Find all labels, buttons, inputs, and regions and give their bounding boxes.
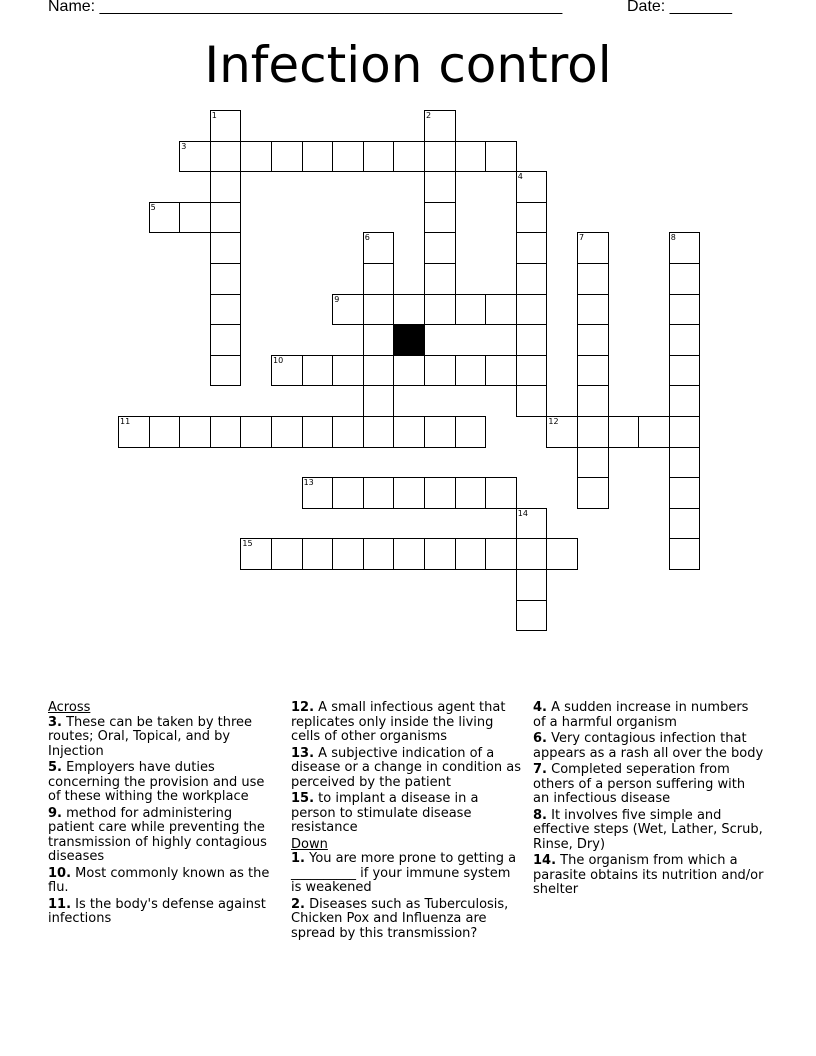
- crossword-cell[interactable]: [424, 538, 456, 570]
- crossword-cell[interactable]: [608, 416, 640, 448]
- clues-column-3: [533, 701, 765, 900]
- crossword-cell[interactable]: [393, 141, 425, 173]
- date-field-line[interactable]: Date: _______: [627, 0, 732, 15]
- clue-number-label: 2: [426, 111, 432, 120]
- clue-number-label: 3: [181, 141, 187, 151]
- crossword-cell[interactable]: [669, 385, 701, 417]
- clue-item: 15. to implant a disease in a person to stimulate disease resistance: [291, 791, 479, 835]
- crossword-cell[interactable]: [363, 141, 395, 173]
- clue-item: 1. You are more prone to getting a __________ if your immune system is weakened: [291, 851, 517, 895]
- crossword-cell[interactable]: [455, 477, 487, 509]
- crossword-cell[interactable]: [516, 171, 548, 203]
- clue-number-label: 9: [334, 294, 340, 304]
- crossword-cell[interactable]: [210, 110, 242, 142]
- crossword-cell[interactable]: [302, 355, 334, 387]
- crossword-cell[interactable]: [516, 385, 548, 417]
- crossword-cell[interactable]: [210, 202, 242, 234]
- clue-number: 2.: [291, 896, 305, 912]
- crossword-cell[interactable]: [424, 294, 456, 326]
- clue-item: 11. Is the body's defense against infections: [48, 896, 266, 926]
- crossword-cell[interactable]: [485, 141, 517, 173]
- clue-number: 9.: [48, 805, 62, 821]
- crossword-cell[interactable]: [424, 141, 456, 173]
- clue-section-heading: Across: [48, 700, 91, 715]
- crossword-cell[interactable]: [363, 416, 395, 448]
- crossword-cell[interactable]: [577, 416, 609, 448]
- crossword-cell[interactable]: [577, 447, 609, 479]
- clue-item: 6. Very contagious infection that appears as a rash all over the body: [533, 731, 764, 761]
- crossword-cell[interactable]: [546, 416, 578, 448]
- crossword-cell[interactable]: [455, 294, 487, 326]
- clues-column-2: [291, 701, 523, 943]
- crossword-cell[interactable]: [669, 263, 701, 295]
- clue-number-label: 8: [670, 233, 676, 243]
- clue-number-label: 13: [303, 478, 314, 488]
- crossword-cell[interactable]: [424, 202, 456, 234]
- crossword-cell[interactable]: [271, 141, 303, 173]
- crossword-cell[interactable]: [210, 416, 242, 448]
- crossword-cell[interactable]: [240, 538, 272, 570]
- clue-number-label: 7: [579, 233, 585, 243]
- crossword-cell[interactable]: [424, 110, 456, 142]
- crossword-cell[interactable]: [363, 385, 395, 417]
- clue-section-heading: Down: [291, 836, 328, 852]
- crossword-cell[interactable]: [363, 263, 395, 295]
- crossword-cell[interactable]: [669, 447, 701, 479]
- crossword-cell[interactable]: [516, 232, 548, 264]
- clue-item: 4. A sudden increase in numbers of a harmful organism: [533, 700, 749, 730]
- crossword-cell[interactable]: [271, 416, 303, 448]
- clue-number: 7.: [533, 762, 547, 777]
- crossword-cell[interactable]: [516, 202, 548, 234]
- crossword-cell[interactable]: [118, 416, 150, 448]
- crossword-cell[interactable]: [577, 232, 609, 264]
- crossword-cell[interactable]: [669, 477, 701, 509]
- clue-item: 3. These can be taken by three routes; Oral, Topical, and by Injection: [48, 714, 253, 759]
- name-field-line[interactable]: Name: ____________________________________________________: [48, 0, 563, 15]
- clue-item: 12. A small infectious agent that replicates only inside the living cells of other organisms: [291, 700, 506, 744]
- crossword-cell[interactable]: [332, 294, 364, 326]
- crossword-cell[interactable]: [424, 263, 456, 295]
- crossword-cell[interactable]: [240, 141, 272, 173]
- clue-number: 13.: [291, 745, 315, 761]
- clue-number: 4.: [533, 700, 547, 715]
- crossword-cell[interactable]: [302, 141, 334, 173]
- crossword-cell[interactable]: [210, 355, 242, 387]
- clue-number: 6.: [533, 731, 547, 746]
- crossword-cell[interactable]: [669, 508, 701, 540]
- clue-number-label: 15: [242, 539, 253, 549]
- crossword-cell[interactable]: [516, 324, 548, 356]
- clue-item: 8. It involves five simple and effective steps (Wet, Lather, Scrub, Rinse, Dry): [533, 807, 763, 852]
- crossword-cell[interactable]: [669, 416, 701, 448]
- clue-number: 5.: [48, 760, 62, 775]
- crossword-cell[interactable]: [271, 538, 303, 570]
- crossword-cell[interactable]: [179, 141, 211, 173]
- crossword-cell[interactable]: [210, 263, 242, 295]
- crossword-cell[interactable]: [393, 355, 425, 387]
- clue-item: 14. The organism from which a parasite obtains its nutrition and/or shelter: [533, 853, 764, 897]
- crossword-cell[interactable]: [455, 416, 487, 448]
- crossword-cell[interactable]: [516, 569, 548, 601]
- clue-number-label: 12: [548, 417, 559, 426]
- crossword-cell[interactable]: [516, 538, 548, 570]
- clue-number: 3.: [48, 714, 62, 730]
- crossword-cell[interactable]: [516, 263, 548, 295]
- crossword-cell[interactable]: [393, 477, 425, 509]
- crossword-cell[interactable]: [302, 538, 334, 570]
- crossword-cell[interactable]: [516, 355, 548, 387]
- crossword-cell[interactable]: [332, 477, 364, 509]
- blocked-cell: [393, 324, 425, 356]
- crossword-cell[interactable]: [669, 538, 701, 570]
- crossword-cell[interactable]: [210, 171, 242, 203]
- clues-column-1: [48, 701, 276, 929]
- clue-number: 11.: [48, 896, 72, 912]
- crossword-cell[interactable]: [393, 538, 425, 570]
- clue-number-label: 10: [273, 355, 284, 365]
- clue-item: 5. Employers have duties concerning the provision and use of these withing the workplace: [48, 760, 265, 804]
- clue-number: 8.: [533, 807, 547, 823]
- crossword-cell[interactable]: [424, 416, 456, 448]
- clue-item: 9. method for administering patient care while preventing the transmission of highly contagious diseases: [48, 805, 267, 864]
- crossword-cell[interactable]: [577, 263, 609, 295]
- crossword-cell[interactable]: [302, 477, 334, 509]
- clue-number-label: 14: [517, 508, 528, 518]
- crossword-cell[interactable]: [516, 508, 548, 540]
- crossword-cell[interactable]: [210, 232, 242, 264]
- crossword-cell[interactable]: [210, 324, 242, 356]
- crossword-cell[interactable]: [546, 538, 578, 570]
- crossword-cell[interactable]: [363, 538, 395, 570]
- crossword-cell[interactable]: [455, 355, 487, 387]
- crossword-cell[interactable]: [424, 355, 456, 387]
- crossword-cell[interactable]: [393, 416, 425, 448]
- crossword-cell[interactable]: [149, 202, 181, 234]
- crossword-cell[interactable]: [332, 355, 364, 387]
- crossword-cell[interactable]: [455, 141, 487, 173]
- crossword-cell[interactable]: [332, 141, 364, 173]
- crossword-cell[interactable]: [149, 416, 181, 448]
- clue-item: 10. Most commonly known as the flu.: [48, 865, 270, 895]
- crossword-cell[interactable]: [577, 294, 609, 326]
- clue-number-label: 4: [517, 172, 523, 182]
- crossword-cell[interactable]: [240, 416, 272, 448]
- crossword-cell[interactable]: [332, 416, 364, 448]
- crossword-cell[interactable]: [577, 477, 609, 509]
- clue-number: 1.: [291, 851, 305, 866]
- crossword-cell[interactable]: [332, 538, 364, 570]
- clue-number-label: 1: [211, 111, 217, 120]
- crossword-cell[interactable]: [302, 416, 334, 448]
- crossword-cell[interactable]: [363, 477, 395, 509]
- clue-item: 7. Completed seperation from others of a person suffering with an infectious disease: [533, 762, 746, 806]
- crossword-cell[interactable]: [455, 538, 487, 570]
- clue-number: 12.: [291, 700, 315, 715]
- crossword-cell[interactable]: [577, 355, 609, 387]
- crossword-cell[interactable]: [363, 324, 395, 356]
- clue-number: 14.: [533, 853, 557, 868]
- crossword-cell[interactable]: [485, 538, 517, 570]
- crossword-cell[interactable]: [516, 600, 548, 632]
- clue-item: 2. Diseases such as Tuberculosis, Chicken Pox and Influenza are spread by this transmission?: [291, 896, 509, 941]
- clue-number: 15.: [291, 791, 315, 806]
- crossword-cell[interactable]: [179, 416, 211, 448]
- crossword-cell[interactable]: [424, 477, 456, 509]
- crossword-cell[interactable]: [485, 355, 517, 387]
- clue-number-label: 6: [364, 233, 370, 243]
- crossword-cell[interactable]: [424, 171, 456, 203]
- clue-item: 13. A subjective indication of a disease or a change in condition as perceived by the patient: [291, 745, 521, 790]
- clue-number-label: 5: [150, 202, 156, 212]
- crossword-cell[interactable]: [577, 324, 609, 356]
- crossword-cell[interactable]: [363, 294, 395, 326]
- puzzle-title: Infection control: [204, 36, 612, 94]
- clue-number: 10.: [48, 865, 72, 881]
- crossword-cell[interactable]: [485, 294, 517, 326]
- crossword-cell[interactable]: [424, 232, 456, 264]
- crossword-cell[interactable]: [669, 232, 701, 264]
- crossword-cell[interactable]: [271, 355, 303, 387]
- crossword-cell[interactable]: [363, 355, 395, 387]
- clue-number-label: 11: [120, 417, 131, 426]
- crossword-cell[interactable]: [669, 355, 701, 387]
- crossword-cell[interactable]: [485, 477, 517, 509]
- crossword-cell[interactable]: [638, 416, 670, 448]
- crossword-cell[interactable]: [669, 324, 701, 356]
- crossword-cell[interactable]: [577, 385, 609, 417]
- crossword-cell[interactable]: [210, 294, 242, 326]
- crossword-cell[interactable]: [363, 232, 395, 264]
- crossword-cell[interactable]: [516, 294, 548, 326]
- crossword-cell[interactable]: [393, 294, 425, 326]
- crossword-cell[interactable]: [669, 294, 701, 326]
- crossword-cell[interactable]: [210, 141, 242, 173]
- crossword-cell[interactable]: [179, 202, 211, 234]
